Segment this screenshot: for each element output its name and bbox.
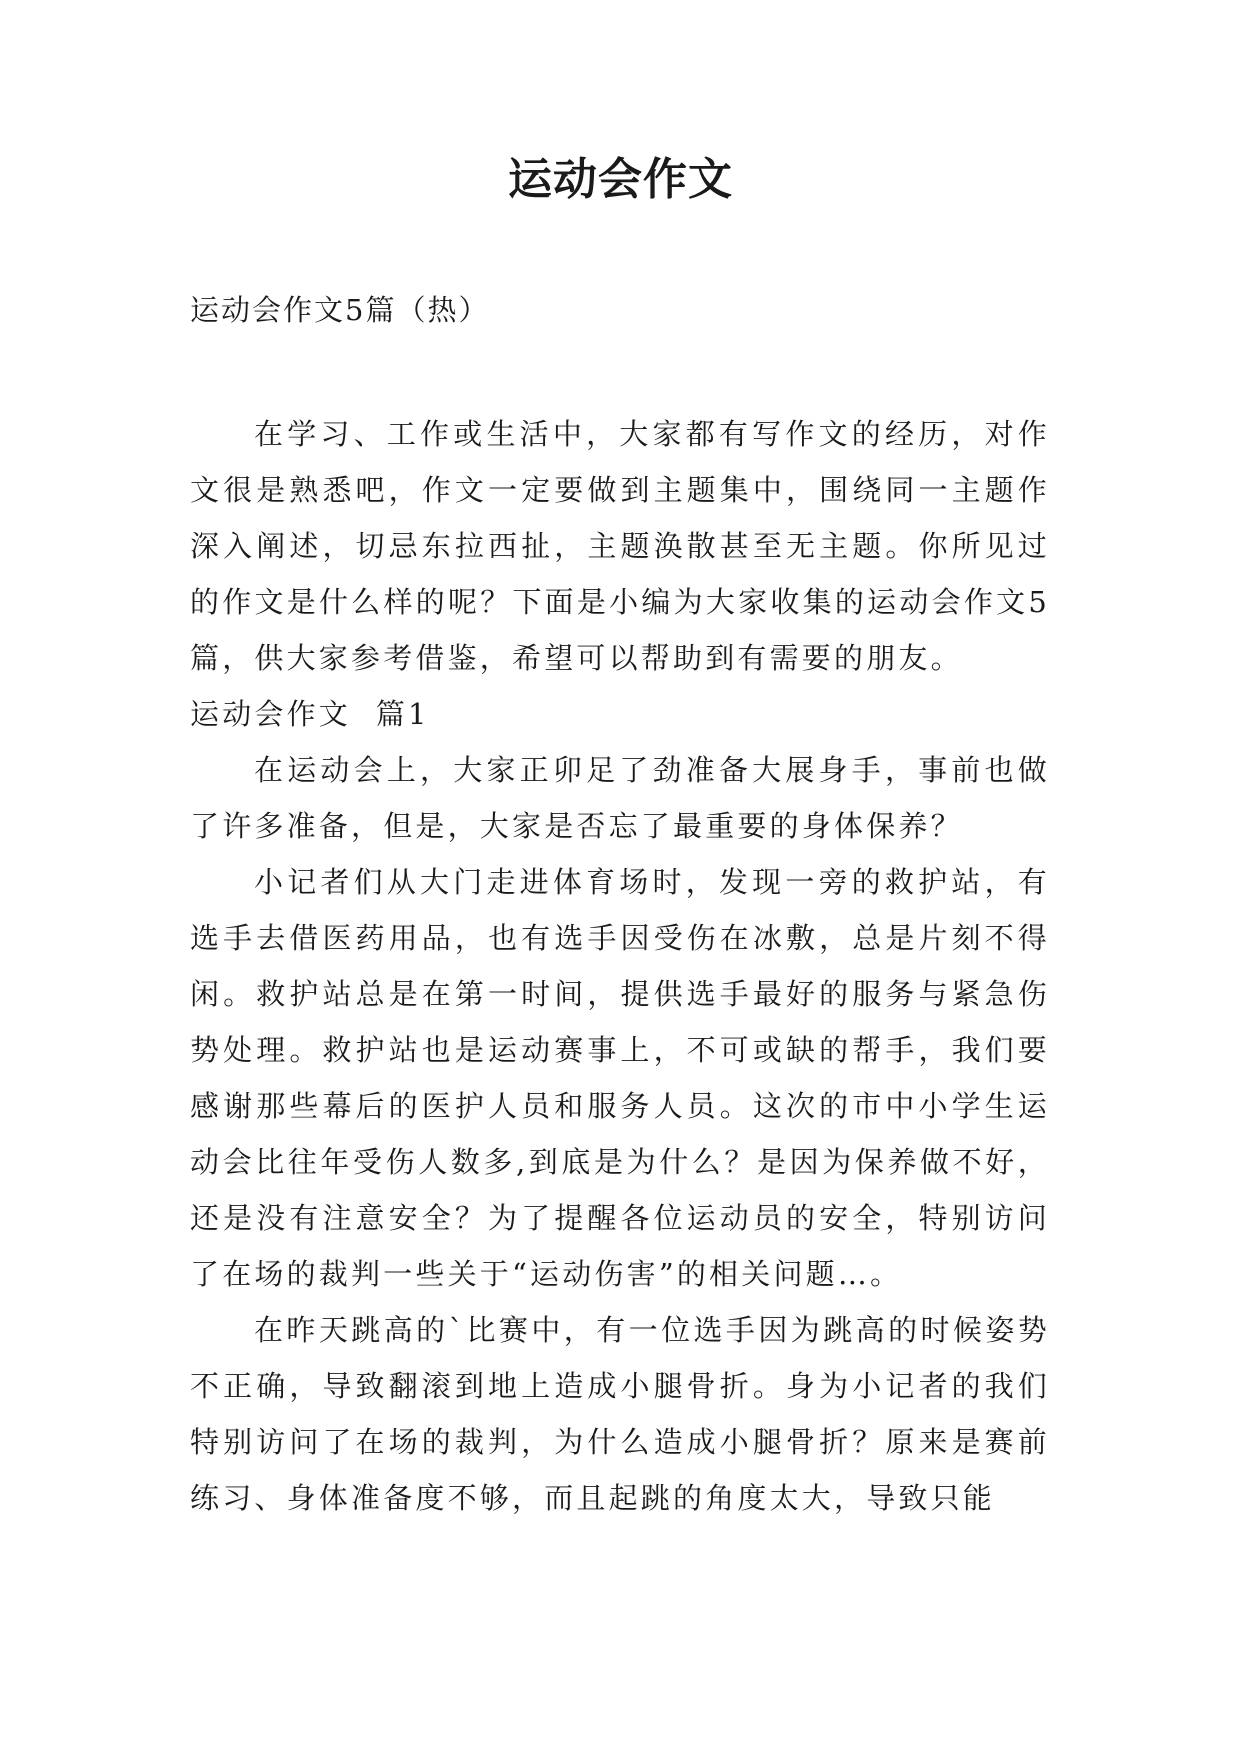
body-paragraph-3: 在昨天跳高的`比赛中，有一位选手因为跳高的时候姿势不正确，导致翻滚到地上造成小腿骨折。身为小记者的我们特别访问了在场的裁判，为什么造成小腿骨折？原来是赛前练习、身体准备度不够，而且起跳的角度太大，导致只能 [190,1313,1050,1515]
intro-paragraph: 在学习、工作或生活中，大家都有写作文的经历，对作文很是熟悉吧，作文一定要做到主题集中，围绕同一主题作深入阐述，切忌东拉西扯，主题涣散甚至无主题。你所见过的作文是什么样的呢？下面是小编为大家收集的运动会作文5篇，供大家参考借鉴，希望可以帮助到有需要的朋友。 [190,417,1050,675]
body-paragraph-2: 小记者们从大门走进体育场时，发现一旁的救护站，有选手去借医药用品，也有选手因受伤在冰敷，总是片刻不得闲。救护站总是在第一时间，提供选手最好的服务与紧急伤势处理。救护站也是运动赛事上，不可或缺的帮手，我们要感谢那些幕后的医护人员和服务人员。这次的市中小学生运动会比往年受伤人数多,到底是为什么？是因为保养做不好，还是没有注意安全？为了提醒各位运动员的安全，特别访问了在场的裁判一些关于“运动伤害”的相关问题…。 [190,865,1050,1291]
document-subtitle: 运动会作文5篇（热） [190,293,490,327]
document-body [190,406,1050,1526]
body-paragraph-1: 在运动会上，大家正卯足了劲准备大展身手，事前也做了许多准备，但是，大家是否忘了最重要的身体保养？ [190,753,1050,843]
document-title: 运动会作文 [508,154,733,205]
section-heading: 运动会作文 篇1 [190,697,430,731]
